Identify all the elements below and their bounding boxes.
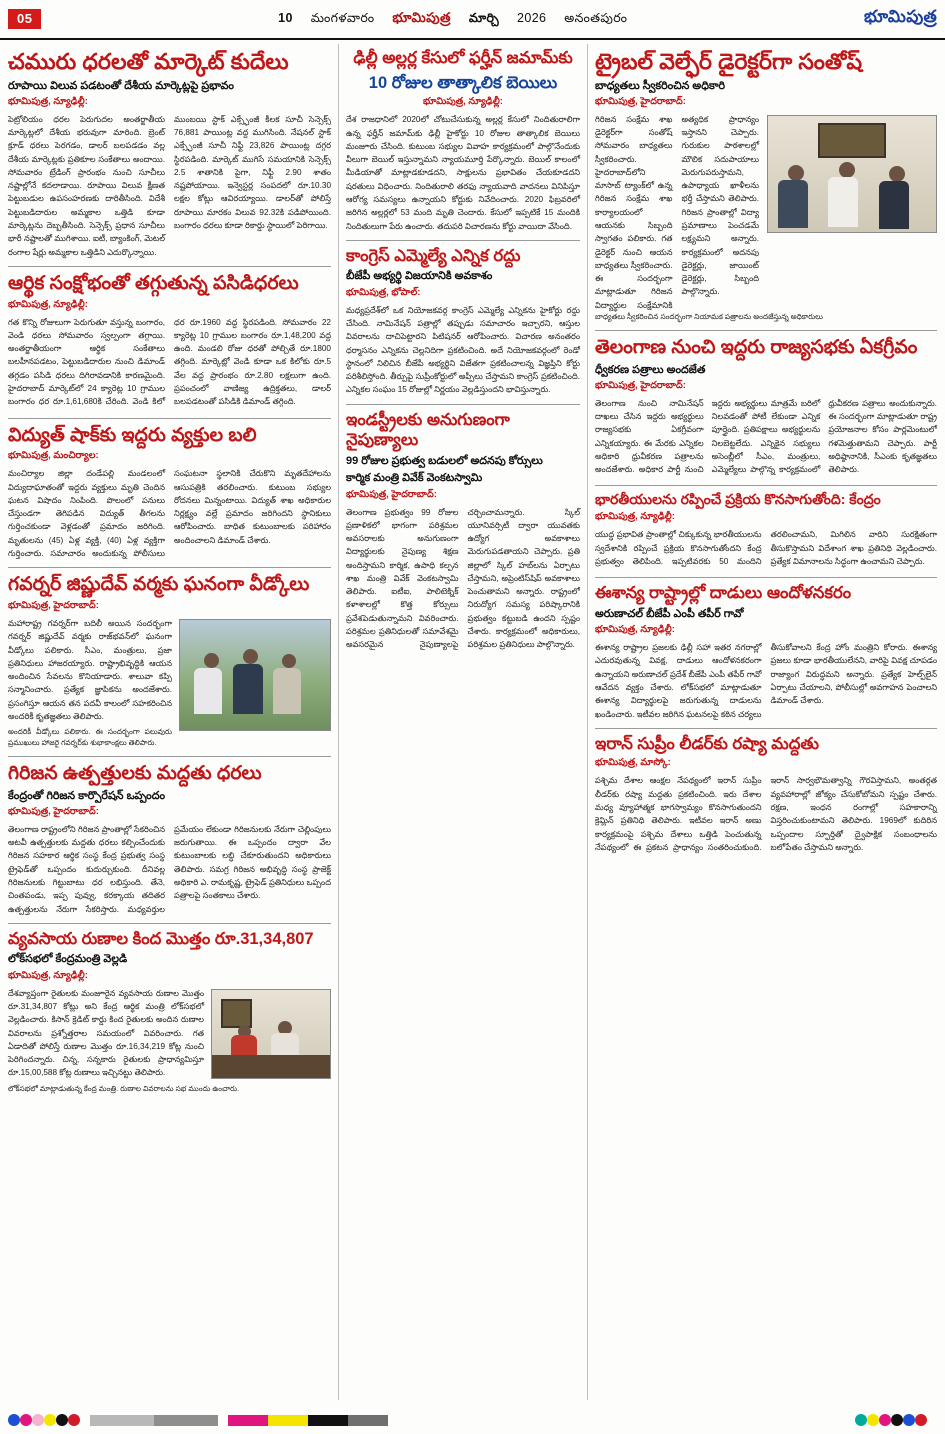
- headline: ఢిల్లీ అల్లర్ల కేసులో ఫర్హీన్ జమామ్‌కు: [353, 49, 573, 67]
- sub-headline: భారతీయులను రప్పించే ప్రక్రియ కొనసాగుతోంది: కేంద్రం: [595, 490, 881, 507]
- photo-desk: [212, 1055, 330, 1078]
- article-body: [346, 304, 580, 397]
- kicker: 99 రోజుల ప్రభుత్వ బడులలో అదనపు కోర్సులు: [346, 454, 543, 467]
- headline: చమురు ధరలతో మార్కెట్ కుదేలు: [8, 49, 289, 74]
- headline: గవర్నర్ జిష్ణుదేవ్ వర్మకు ఘనంగా వీడ్కోలు: [8, 574, 310, 596]
- divider: [346, 240, 580, 241]
- article-rajyasabha-unanimous: [595, 336, 937, 570]
- masthead-weekday: మంగళవారం: [310, 10, 375, 25]
- kicker-secondary: కార్మిక మంత్రి వివేక్ వెంకటస్వామి: [346, 472, 483, 485]
- column-middle: [338, 44, 588, 1400]
- masthead-day: 10: [278, 10, 293, 25]
- bar-segment: [268, 1415, 308, 1426]
- color-swatch: [879, 1414, 891, 1426]
- article-electric-shock: [8, 424, 331, 561]
- bar-segment: [228, 1415, 268, 1426]
- byline: భూమిపుత్ర, న్యూఢిల్లీ:: [595, 624, 675, 636]
- byline: భూమిపుత్ర, న్యూఢిల్లీ:: [8, 95, 88, 107]
- color-swatch: [8, 1414, 20, 1426]
- masthead-year: 2026: [516, 10, 547, 25]
- byline: భూమిపుత్ర, మంచిర్యాల:: [8, 450, 99, 462]
- color-swatch: [867, 1414, 879, 1426]
- article-industry-skills: [346, 410, 580, 654]
- byline: భూమిపుత్ర, హైదరాబాద్:: [595, 95, 686, 107]
- divider: [8, 756, 331, 757]
- byline: భూమిపుత్ర, హైదరాబాద్:: [8, 600, 99, 612]
- divider: [8, 266, 331, 267]
- paragraph: దేశ రాజధానిలో 2020లో చోటుచేసుకున్న అల్లర్ల కేసులో నిందితురాలిగా ఉన్న ఫర్హీన్ జమామ్‌కు ఢిల్లీ హైకోర్టు 10 రోజుల తాత్కాలిక బెయిలు మంజూరు చేసింది. కుటుంబ సభ్యుల వివాహ కార్యక్రమంలో పాల్గొనేందుకు వీలుగా బెయిల్ ఇస్తున్నామని న్యాయమూర్తి పేర్కొన్నారు. బెయిల్ కాలంలో మీడియాతో మాట్లాడకూడదని, సాక్షులను ప్రభావితం చేయకూడదని షరతులు విధించారు. నిందితురాలి తరఫు న్యాయవాది వాదనలు వినిపిస్తూ ఆరోగ్య సమస్యలు ఉన్నాయని కోర్టుకు నివేదించారు. 2020 ఫిబ్రవరిలో జరిగిన అల్లర్లలో 53 మంది మృతి చెందారు. కేసులో ఇప్పటికే 15 మందికి నిందితులుగా పేరు ఉంచారు. తదుపరి విచారణను కోర్టు వాయిదా వేసింది.: [346, 115, 580, 231]
- column-right: [588, 44, 937, 1400]
- article-market-crash: [8, 48, 331, 259]
- paragraph: మంచిర్యాల జిల్లా దండేపల్లి మండలంలో విద్యుదాఘాతంతో ఇద్దరు వ్యక్తులు మృతి చెందిన ఘటన విషాదం నింపింది. పొలంలో పనులు చేస్తుండగా తెగిపడిన విద్యుత్ తీగలను గుర్తించకుండా వెళ్లడంతో ప్రమాదం జరిగింది. మృతులను (45) ఏళ్ల వ్యక్తి, (40) ఏళ్ల వ్యక్తిగా గుర్తించారు. సమాచారం అందుకున్న పోలీసులు సంఘటనా స్థలానికి చేరుకొని మృతదేహాలను ఆసుపత్రికి తరలించారు. కుటుంబ సభ్యుల రోదనలు మిన్నంటాయి. విద్యుత్ శాఖ అధికారుల నిర్లక్ష్యం వల్లే ప్రమాదం జరిగిందని స్థానికులు ఆరోపించారు. బాధిత కుటుంబాలకు పరిహారం అందించాలని డిమాండ్ చేశారు.: [8, 469, 331, 559]
- headline: ఇండస్ట్రీలకు అనుగుణంగా నైపుణ్యాలు: [346, 410, 510, 450]
- paragraph: పెట్రోలియం ధరల పెరుగుదల అంతర్జాతీయ మార్కెట్లలో దేశీయ భరువుగా మారింది. బ్రెంట్ క్రూడ్ ధరలు పెరగడం, డాలర్ బలపడడం వల్ల దేశీయ మార్కెట్లకు ప్రతికూల సంకేతాలు అందాయి. సోమవారం ట్రేడింగ్ ప్రారంభం నుంచి సూచీలు నష్టాల్లోనే కదలాడాయి. రూపాయి విలువ క్షీణత పెట్టుబడుల ఉపసంహరణకు దారితీసింది. విదేశీ పెట్టుబడిదారుల అమ్మకాల ఒత్తిడి కూడా మార్కెట్లను దెబ్బతీసింది. సెన్సెక్స్ ప్రధాన సూచీలు భారీ నష్టాలతో ముగిశాయి. ఐటీ, బ్యాంకింగ్, మెటల్ రంగాల షేర్లు అమ్మకాల ఒత్తిడిని ఎదుర్కొన్నాయి.: [8, 114, 165, 257]
- byline: భూమిపుత్ర, న్యూఢిల్లీ:: [595, 511, 675, 523]
- color-swatch: [891, 1414, 903, 1426]
- page-columns: [0, 40, 945, 1400]
- kicker: లోక్‌సభలో కేంద్రమంత్రి వెల్లడి: [8, 953, 128, 966]
- divider: [595, 485, 937, 486]
- divider: [8, 567, 331, 568]
- headline: వ్యవసాయ రుణాల కింద మొత్తం రూ.31,34,807: [8, 929, 314, 948]
- headline: విద్యుత్ షాక్‌కు ఇద్దరు వ్యక్తుల బలి: [8, 424, 257, 446]
- headline: తెలంగాణ నుంచి ఇద్దరు రాజ్యసభకు ఏకగ్రీవం: [595, 336, 918, 358]
- headline: కాంగ్రెస్ ఎమ్మెల్యే ఎన్నిక రద్దు: [346, 246, 521, 265]
- photo-caption: అందరికీ వీడ్కోలు పలికారు. ఈ సందర్భంగా పలువురు ప్రముఖులు హాజరై గవర్నర్‌కు శుభాకాంక్షలు తెలిపారు.: [8, 727, 172, 748]
- color-swatch: [20, 1414, 32, 1426]
- masthead-center: [41, 10, 864, 29]
- color-swatch: [68, 1414, 80, 1426]
- byline: భూమిపుత్ర, హైదరాబాద్:: [8, 805, 99, 817]
- article-tribal-welfare-director: [595, 48, 937, 323]
- byline: భూమిపుత్ర, భోపాల్:: [346, 286, 421, 298]
- bar-segment: [154, 1415, 218, 1426]
- article-body: [8, 823, 331, 916]
- photo-lok-sabha-minister: [211, 989, 331, 1079]
- divider: [346, 404, 580, 405]
- headline-second-line: 10 రోజుల తాత్కాలిక బెయిలు: [368, 73, 558, 92]
- print-registration-bar: [8, 1412, 937, 1428]
- byline: భూమిపుత్ర, హైదరాబాద్:: [346, 488, 437, 500]
- paragraph: యుద్ధ ప్రభావిత ప్రాంతాల్లో చిక్కుకున్న భారతీయులను స్వదేశానికి రప్పించే ప్రక్రియ కొనసాగుతోందని కేంద్ర ప్రభుత్వం తెలిపింది. ఇప్పటివరకు 50 మందిని తరలించామని, మిగిలిన వారిని సురక్షితంగా తీసుకొస్తామని విదేశాంగ శాఖ ప్రతినిధి వెల్లడించారు. ప్రత్యేక విమానాలను సిద్ధంగా ఉంచామని చెప్పారు.: [595, 530, 937, 566]
- article-body: [8, 467, 331, 560]
- color-swatch: [56, 1414, 68, 1426]
- color-swatch: [903, 1414, 915, 1426]
- article-gold-prices: [8, 272, 331, 411]
- byline: భూమిపుత్ర, మాస్కో:: [595, 757, 671, 769]
- page-number-badge: 05: [8, 9, 41, 29]
- paragraph: తెలంగాణ రాష్ట్రంలోని గిరిజన ప్రాంతాల్లో సేకరించిన అటవీ ఉత్పత్తులకు మద్దతు ధరలు కల్పించేందుకు గిరిజన సహకార ఆర్థిక సంస్థ కేంద్ర ప్రభుత్వ సంస్థ ట్రైఫెడ్‌తో ఒప్పందం కుదుర్చుకుంది. దీనివల్ల గిరిజనులకు గిట్టుబాటు ధర లభిస్తుంది. తేనె, చింతపండు, ఇప్ప పువ్వు, కరక్కాయ తదితర ఉత్పత్తులను నేరుగా సేకరిస్తారు. మధ్యవర్తుల ప్రమేయం లేకుండా గిరిజనులకు నేరుగా చెల్లింపులు జరుగుతాయి. ఈ ఒప్పందం ద్వారా వేల కుటుంబాలకు లబ్ధి చేకూరుతుందని అధికారులు తెలిపారు. సమగ్ర గిరిజన అభివృద్ధి సంస్థ ప్రాజెక్ట్ అధికారి ఎ. రామకృష్ణ, ట్రైఫెడ్ ప్రతినిధులు ఒప్పంద పత్రాలపై సంతకాలు చేశారు.: [8, 824, 331, 914]
- byline: భూమిపుత్ర, హైదరాబాద్:: [595, 379, 686, 391]
- byline: భూమిపుత్ర, న్యూఢిల్లీ:: [423, 96, 503, 108]
- kicker: ధ్వీకరణ పత్రాలు అందజేత: [595, 363, 706, 376]
- color-swatch: [44, 1414, 56, 1426]
- divider: [595, 728, 937, 729]
- photo-people: [768, 116, 936, 232]
- paragraph: ముంబయి స్టాక్ ఎక్స్ఛేంజీ కీలక సూచీ సెన్సెక్స్ 76,881 పాయింట్ల వద్ద ముగిసింది. నేషనల్ స్టాక్ ఎక్స్ఛేంజీ సూచీ నిఫ్టీ 23,826 పాయింట్ల దగ్గర స్థిరపడింది. మార్కెట్ ముగిసే సమయానికి సెన్సెక్స్ 2.5 శాతానికి పైగా, నిఫ్టీ 2.90 శాతం నష్టపోయాయి. ఇన్వెస్టర్ల సంపదలో రూ.10.30 లక్షల కోట్లు ఆవిరయ్యాయి. డాలర్‌తో పోలిస్తే రూపాయి మారకం విలువ 92.32కి పడిపోయింది. బంగారం ధరలు కూడా రికార్డు స్థాయిలో పెరిగాయి.: [174, 114, 331, 231]
- article-tribal-msp: [8, 762, 331, 916]
- paragraph: పశ్చిమ దేశాల ఆంక్షల నేపథ్యంలో ఇరాన్ సుప్రీం లీడర్‌కు రష్యా మద్దతు ప్రకటించింది. ఇరు దేశాల మధ్య వ్యూహాత్మక భాగస్వామ్యం కొనసాగుతుందని క్రెమ్లిన్ ప్రతినిధి తెలిపారు. ఇటీవల ఇరాన్ అణు కార్యక్రమంపై పశ్చిమ దేశాలు ఒత్తిడి పెంచుతున్న నేపథ్యంలో ఈ ప్రకటన ప్రాధాన్యం సంతరించుకుంది. ఇరాన్ సార్వభౌమత్వాన్ని గౌరవిస్తామని, అంతర్గత వ్యవహారాల్లో జోక్యం చేసుకోబోమని స్పష్టం చేశారు. రక్షణ, ఇంధన రంగాల్లో సహకారాన్ని విస్తరించుకుంటామని తెలిపారు. 1969లో కుదిరిన ఒప్పందాల స్ఫూర్తితో ద్వైపాక్షిక సంబంధాలను బలోపేతం చేస్తామని అన్నారు.: [595, 776, 937, 852]
- masthead-paper-name: భూమిపుత్ర: [392, 9, 451, 25]
- color-swatch: [855, 1414, 867, 1426]
- photo-people: [180, 620, 330, 730]
- paragraph: తెలంగాణ నుంచి నామినేషన్ దాఖలు చేసిన ఇద్దరు అభ్యర్థులు రాజ్యసభకు ఏకగ్రీవంగా ఎన్నికయ్యారు. ఈ మేరకు ఎన్నికల అధికారి ధ్రువీకరణ పత్రాలను అందజేశారు. అధికార పార్టీ నుంచి ఇద్దరు అభ్యర్థులు మాత్రమే బరిలో నిలవడంతో పోటీ లేకుండా ఎన్నిక పూర్తైంది. ప్రతిపక్షాలు అభ్యర్థులను నిలబెట్టలేదు. ఎన్నికైన సభ్యులు అసెంబ్లీలో సీఎం, మంత్రులు, ఎమ్మెల్యేలు పాల్గొన్న కార్యక్రమంలో ధ్రువీకరణ పత్రాలు అందుకున్నారు. ఈ సందర్భంగా మాట్లాడుతూ రాష్ట్ర ప్రయోజనాల కోసం పార్లమెంటులో గళమెత్తుతామని చెప్పారు. పార్టీ అధిష్ఠానానికి, సీఎంకు కృతజ్ఞతలు తెలిపారు.: [595, 398, 937, 475]
- divider: [8, 923, 331, 924]
- paragraph: దేశవ్యాప్తంగా రైతులకు మంజూరైన వ్యవసాయ రుణాల మొత్తం రూ.31,34,807 కోట్లు అని కేంద్ర ఆర్థిక మంత్రి లోక్‌సభలో వెల్లడించారు. కిసాన్ క్రెడిట్ కార్డు కింద రైతులకు అందిన రుణాల వివరాలను ప్రశ్నోత్తరాల సమయంలో వివరించారు. గత ఏడాదితో పోలిస్తే రుణాల మొత్తం రూ.16,34,219 కోట్ల నుంచి పెరిగిందన్నారు. చిన్న, సన్నకారు రైతులకు ప్రాధాన్యమిస్తూ రూ.15,00,588 కోట్ల రుణాలు ఇచ్చినట్టు తెలిపారు.: [8, 988, 204, 1078]
- photo-caption: లోక్‌సభలో మాట్లాడుతున్న కేంద్ర మంత్రి. రుణాల వివరాలను సభ ముందు ఉంచారు.: [8, 1083, 240, 1093]
- masthead: [0, 0, 945, 40]
- article-body: [346, 113, 580, 233]
- divider: [595, 330, 937, 331]
- paragraph: మధ్యప్రదేశ్‌లో ఒక నియోజకవర్గ కాంగ్రెస్ ఎమ్మెల్యే ఎన్నికను హైకోర్టు రద్దు చేసింది. నామినేషన్ పత్రాల్లో తప్పుడు సమాచారం ఇచ్చారని, ఆస్తుల వివరాలను దాచిపెట్టారని పిటిషనర్ ఆరోపించారు. విచారణ అనంతరం ధర్మాసనం ఎన్నికను చెల్లనిదిగా ప్రకటించింది. అదే నియోజకవర్గంలో రెండో స్థానంలో నిలిచిన బీజేపీ అభ్యర్థిని విజేతగా ప్రకటించాలన్న విజ్ఞప్తిని కోర్టు పరిశీలిస్తోంది. తీర్పుపై సుప్రీంకోర్టులో అప్పీలు చేస్తామని కాంగ్రెస్ ప్రకటించింది. ఎన్నికల సంఘం 15 రోజుల్లో నిర్ణయం వెల్లడిస్తుందని భావిస్తున్నారు.: [346, 305, 580, 395]
- color-swatch: [915, 1414, 927, 1426]
- masthead-month: మార్చి: [468, 10, 500, 25]
- headline: ఇరాన్ సుప్రీం లీడర్‌కు రష్యా మద్దతు: [595, 734, 819, 753]
- swatch-group-left: [8, 1414, 80, 1426]
- masthead-edition: అనంతపురం: [564, 10, 628, 25]
- bar-segment: [90, 1415, 154, 1426]
- column-left: [8, 44, 338, 1400]
- headline: ఈశాన్య రాష్ట్రాల్లో దాడులు ఆందోళనకరం: [595, 584, 852, 603]
- article-body: [595, 528, 937, 570]
- article-body: [595, 641, 937, 721]
- divider: [595, 577, 937, 578]
- article-body: [595, 774, 937, 856]
- headline: ట్రైబల్ వెల్ఫేర్ డైరెక్టర్‌గా సంతోష్: [595, 49, 863, 74]
- article-governor-farewell: [8, 573, 331, 748]
- byline: భూమిపుత్ర, న్యూఢిల్లీ:: [8, 298, 88, 310]
- masthead-logo: భూమిపుత్ర: [864, 7, 937, 26]
- paragraph: తెలంగాణ ప్రభుత్వం 99 రోజుల ప్రణాళికలో భాగంగా పరిశ్రమల అవసరాలకు అనుగుణంగా విద్యార్థులకు నైపుణ్య శిక్షణ అందిస్తామని కార్మిక, ఉపాధి కల్పన శాఖ మంత్రి వివేక్ వెంకటస్వామి తెలిపారు. ఐటీఐ, పాలిటెక్నిక్ కళాశాలల్లో కొత్త కోర్సులు ప్రవేశపెడుతున్నామని వివరించారు. పరిశ్రమల ప్రతినిధులతో సమావేశమై అవసరమైన నైపుణ్యాలపై చర్చించామన్నారు. స్కిల్ యూనివర్సిటీ ద్వారా యువతకు ఉద్యోగ అవకాశాలు మెరుగుపడతాయని చెప్పారు. ప్రతి జిల్లాలో స్కిల్ హబ్‌లను ఏర్పాటు చేస్తామని, అప్రెంటిస్‌షిప్ అవకాశాలు పెంచుతామని అన్నారు. రాష్ట్రంలో నిరుద్యోగ సమస్య పరిష్కారానికి ప్రభుత్వం కట్టుబడి ఉందని స్పష్టం చేశారు. కార్యక్రమంలో అధికారులు, పరిశ్రమల ప్రతినిధులు పాల్గొన్నారు.: [346, 507, 580, 650]
- kicker: రూపాయి విలువ పడటంతో దేశీయ మార్కెట్లపై ప్రభావం: [8, 79, 235, 92]
- article-body: [595, 397, 937, 478]
- paragraph: ఈశాన్య రాష్ట్రాల ప్రజలకు ఢిల్లీ సహా ఇతర నగరాల్లో ఎదురవుతున్న వివక్ష, దాడులు ఆందోళనకరంగా ఉన్నాయని అరుణాచల్ ప్రదేశ్ బీజేపీ ఎంపీ తపీర్ గావో ఆవేదన వ్యక్తం చేశారు. లోక్‌సభలో మాట్లాడుతూ ఈశాన్య విద్యార్థులపై జరుగుతున్న దాడులను ఖండించారు. ఇటీవల జరిగిన ఘటనలపై కఠిన చర్యలు తీసుకోవాలని కేంద్ర హోం మంత్రిని కోరారు. ఈశాన్య ప్రజలు కూడా భారతీయులేనని, వారిపై వివక్ష చూపడం రాజ్యాంగ విరుద్ధమని అన్నారు. ప్రత్యేక హెల్ప్‌లైన్ ఏర్పాటు చేయాలని, పోలీసుల్లో అవగాహన పెంచాలని డిమాండ్ చేశారు.: [595, 643, 937, 719]
- article-iran-russia-support: [595, 734, 937, 856]
- kicker: కేంద్రంతో గిరిజన కార్పొరేషన్ ఒప్పందం: [8, 789, 166, 802]
- kicker: బాధ్యతలు స్వీకరించిన అధికారి: [595, 79, 726, 92]
- headline: ఆర్థిక సంక్షోభంతో తగ్గుతున్న పసిడిధరలు: [8, 272, 299, 294]
- photo-governor-farewell: [179, 619, 331, 731]
- bar-segment: [308, 1415, 348, 1426]
- article-farm-loans: [8, 929, 331, 1095]
- paragraph: గిరిజన సంక్షేమ శాఖ డైరెక్టర్‌గా సంతోష్ సోమవారం బాధ్యతలు స్వీకరించారు. హైదరాబాద్‌లోని మాసాబ్ ట్యాంక్‌లో ఉన్న గిరిజన సంక్షేమ శాఖ కార్యాలయంలో ఆయనకు సిబ్బంది స్వాగతం పలికారు. గత డైరెక్టర్ నుంచి ఆయన బాధ్యతలు స్వీకరించారు. ఈ సందర్భంగా మాట్లాడుతూ గిరిజన విద్యార్థుల సంక్షేమానికి అత్యధిక ప్రాధాన్యం ఇస్తానని చెప్పారు. గురుకుల పాఠశాలల్లో మౌలిక సదుపాయాలు మెరుగుపరుస్తామని, ఉపాధ్యాయ ఖాళీలను భర్తీ చేస్తామని తెలిపారు. గిరిజన ప్రాంతాల్లో విద్యా ప్రమాణాలు పెంచడమే లక్ష్యమని అన్నారు. కార్యక్రమంలో అదనపు డైరెక్టర్లు, జాయింట్ డైరెక్టర్లు, సిబ్బంది పాల్గొన్నారు.: [595, 114, 759, 310]
- kicker: బీజేపీ అభ్యర్థి విజయానికి అవకాశం: [346, 270, 493, 283]
- article-body: [346, 506, 580, 654]
- bar-gap: [218, 1415, 228, 1426]
- headline: గిరిజన ఉత్పత్తులకు మద్దతు ధరలు: [8, 762, 262, 784]
- bar-segment: [348, 1415, 388, 1426]
- kicker: అరుణాచల్ బీజేపీ ఎంపీ తపీర్ గావో: [595, 607, 744, 620]
- article-delhi-riots-bail: [346, 48, 580, 233]
- article-body: [595, 113, 759, 312]
- swatch-group-right: [855, 1414, 927, 1426]
- article-body: [8, 113, 331, 259]
- photo-caption: బాధ్యతలు స్వీకరించిన సందర్భంగా నియామక పత్రాలను అందజేస్తున్న అధికారులు: [595, 312, 823, 322]
- article-body: [8, 316, 331, 411]
- color-swatch: [32, 1414, 44, 1426]
- article-northeast-attacks: [595, 583, 937, 721]
- article-mla-election-cancelled: [346, 246, 580, 397]
- byline: భూమిపుత్ర, న్యూఢిల్లీ:: [8, 969, 88, 981]
- photo-director-appointment: [767, 115, 937, 233]
- divider: [8, 418, 331, 419]
- paragraph: మహారాష్ట్ర గవర్నర్‌గా బదిలీ అయిన సందర్భంగా గవర్నర్ జిష్ణుదేవ్ వర్మకు రాజ్‌భవన్‌లో ఘనంగా వీడ్కోలు పలికారు. సీఎం, మంత్రులు, ప్రజా ప్రతినిధులు హాజరయ్యారు. రాష్ట్రాభివృద్ధికి ఆయన అందించిన సేవలను కొనియాడారు. శాలువా కప్పి సన్మానించారు. ప్రత్యేక జ్ఞాపికను అందజేశారు. ప్రసంగిస్తూ ఆయన తన పదవీ కాలంలో సహకరించిన అందరికీ కృతజ్ఞతలు తెలిపారు.: [8, 619, 172, 722]
- paragraph: గత కొన్ని రోజులుగా పెరుగుతూ వస్తున్న బంగారం, వెండి ధరలు సోమవారం స్వల్పంగా తగ్గాయి. అంతర్జాతీయంగా ఆర్థిక సంకేతాలు బలహీనపడటం, పెట్టుబడిదారుల నుంచి డిమాండ్ తగ్గడం పసిడి ధరలు దిగిరావడానికి కారణమైంది. హైదరాబాద్ మార్కెట్‌లో 24 క్యారెట్ల 10 గ్రాముల బంగారం ధర రూ.1,61,680కి చేరింది. వెండి కిలో ధర రూ.1960 వద్ద స్థిరపడింది. సోమవారం 22 క్యారెట్ల 10 గ్రాముల బంగారం రూ.1,48,200 వద్ద ఉంది. మండలి రోజు ధరతో పోల్చితే రూ.1800 తగ్గింది. మార్కెట్లో వెండి కూడా ఒక కిలోకు రూ.5 వేల వద్ద ప్రారంభం రూ.2.80 లక్షలుగా ఉంది. ప్రపంచంలో వాణిజ్య ఉద్రిక్తతలు, డాలర్ బలపడటంతో పసిడికి డిమాండ్ తగ్గింది.: [8, 317, 331, 407]
